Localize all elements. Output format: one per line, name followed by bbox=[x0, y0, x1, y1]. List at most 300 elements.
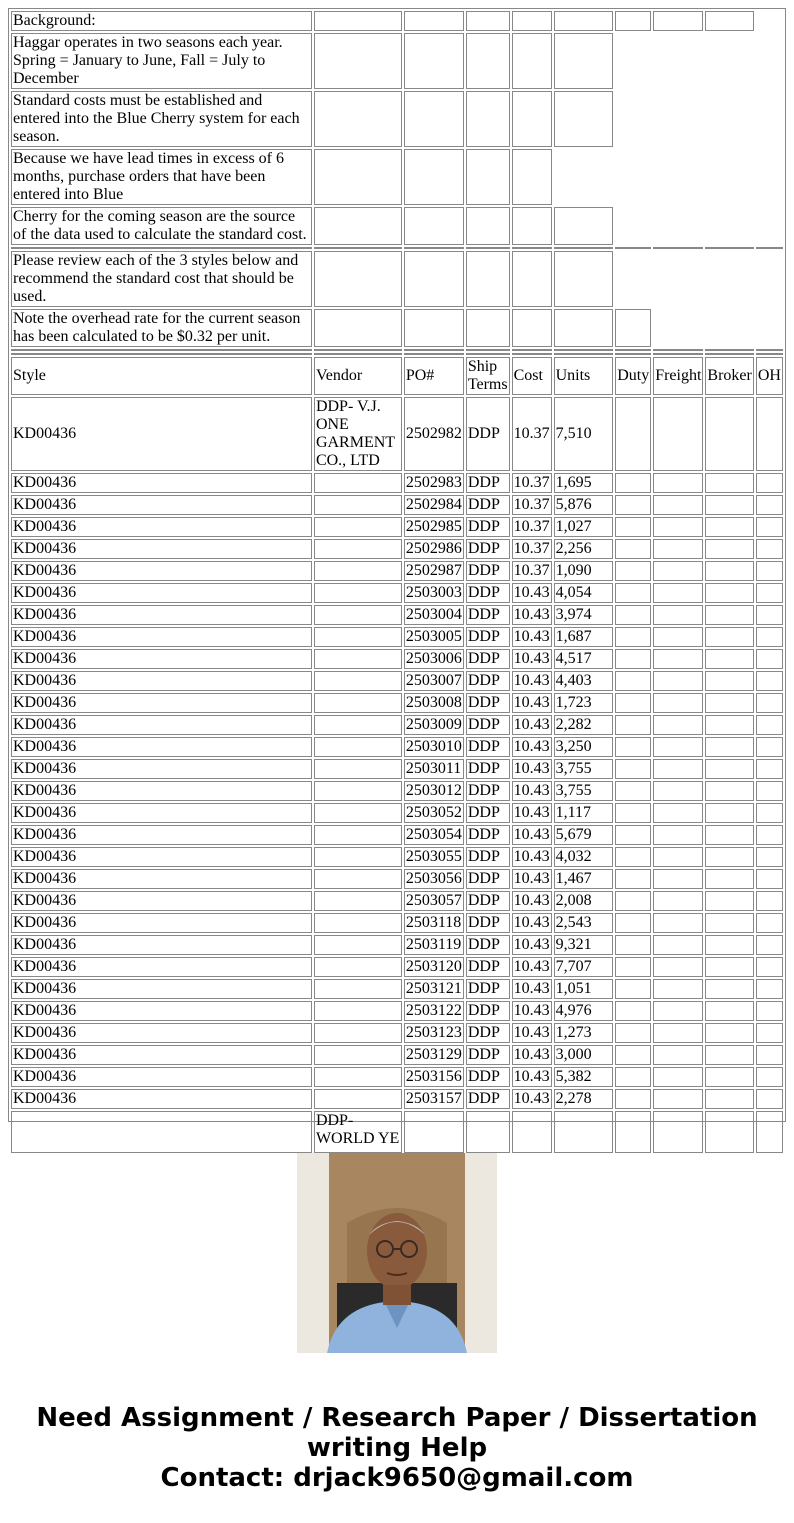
cell-cost: 10.37 bbox=[513, 540, 550, 557]
cell-oh bbox=[756, 781, 783, 801]
cell-units: 1,723 bbox=[554, 693, 614, 713]
col-header-freight: Freight bbox=[653, 357, 703, 395]
cell-freight bbox=[653, 913, 703, 933]
cell-style: KD00436 bbox=[11, 1067, 312, 1087]
cell-cost: 10.37 bbox=[513, 518, 550, 535]
cell-units: 2,543 bbox=[554, 913, 614, 933]
cell-terms: DDP bbox=[466, 1045, 510, 1065]
cell-terms: DDP bbox=[466, 583, 510, 603]
cell-broker bbox=[705, 627, 753, 647]
cell-terms: DDP bbox=[466, 803, 510, 823]
cell-cost: 10.43 bbox=[513, 1046, 550, 1063]
cell-terms bbox=[466, 1111, 510, 1153]
cell-po: 2503006 bbox=[405, 650, 462, 667]
cell-units: 5,876 bbox=[554, 495, 614, 515]
cell-style: KD00436 bbox=[11, 759, 312, 779]
intro-text: Background: bbox=[11, 11, 312, 31]
cell-terms: DDP bbox=[466, 935, 510, 955]
cell-units: 4,032 bbox=[554, 847, 614, 867]
cell-style: KD00436 bbox=[11, 649, 312, 669]
cell-po: 2503123 bbox=[405, 1024, 462, 1041]
col-header-cost: Cost bbox=[512, 357, 552, 395]
cell-terms: DDP bbox=[466, 891, 510, 911]
cell-oh bbox=[756, 825, 783, 845]
cell-duty bbox=[615, 803, 651, 823]
cell-cost: 10.43 bbox=[513, 826, 550, 843]
cell-vendor bbox=[314, 649, 402, 669]
cell-po bbox=[404, 1111, 464, 1153]
col-header-broker: Broker bbox=[705, 357, 753, 395]
table-row bbox=[11, 957, 783, 977]
cell-oh bbox=[756, 957, 783, 977]
cell-vendor bbox=[314, 737, 402, 757]
table-row bbox=[11, 759, 783, 779]
table-row bbox=[11, 473, 783, 493]
cell-cost: 10.43 bbox=[513, 672, 550, 689]
cell-broker bbox=[705, 583, 753, 603]
cell-oh bbox=[756, 891, 783, 911]
cell-units: 1,687 bbox=[554, 627, 614, 647]
cell-units: 4,976 bbox=[554, 1001, 614, 1021]
cell-broker bbox=[705, 715, 753, 735]
cell-units: 1,117 bbox=[554, 803, 614, 823]
cell-cost: 10.37 bbox=[513, 496, 550, 513]
cell-oh bbox=[756, 759, 783, 779]
cell-broker bbox=[705, 957, 753, 977]
table-row bbox=[11, 891, 783, 911]
cell-vendor bbox=[314, 803, 402, 823]
cell-terms: DDP bbox=[466, 693, 510, 713]
cell-style: KD00436 bbox=[11, 539, 312, 559]
cell-units: 2,008 bbox=[554, 891, 614, 911]
cell-units: 3,250 bbox=[554, 737, 614, 757]
cell-style: KD00436 bbox=[11, 671, 312, 691]
cell-style: KD00436 bbox=[11, 935, 312, 955]
cell-broker bbox=[705, 1045, 753, 1065]
cell-po: 2503005 bbox=[405, 628, 462, 645]
cell-cost: 10.43 bbox=[513, 804, 550, 821]
cell-broker bbox=[705, 1001, 753, 1021]
cell-terms: DDP bbox=[466, 517, 510, 537]
promo-line: Need Assignment / Research Paper / Dissertation bbox=[36, 1403, 758, 1433]
cell-broker bbox=[705, 803, 753, 823]
cell-cost: 10.37 bbox=[513, 474, 550, 491]
cell-units: 5,679 bbox=[554, 825, 614, 845]
intro-row bbox=[11, 33, 783, 89]
cell-freight bbox=[653, 781, 703, 801]
cell-duty bbox=[615, 1023, 651, 1043]
cell-vendor bbox=[314, 825, 402, 845]
cell-vendor bbox=[314, 891, 402, 911]
cell-duty bbox=[615, 1111, 651, 1153]
cell-vendor bbox=[314, 847, 402, 867]
cell-duty bbox=[615, 1089, 651, 1109]
intro-text: Haggar operates in two seasons each year. Spring = January to June, Fall = July to December bbox=[11, 33, 312, 89]
spreadsheet-view bbox=[8, 8, 786, 1147]
intro-text: Standard costs must be established and entered into the Blue Cherry system for each season. bbox=[11, 91, 312, 147]
cell-style: KD00436 bbox=[11, 913, 312, 933]
promo-banner bbox=[0, 1403, 794, 1493]
cell-cost: 10.37 bbox=[513, 562, 550, 579]
cell-vendor bbox=[314, 979, 402, 999]
cell-duty bbox=[615, 979, 651, 999]
cell-duty bbox=[615, 891, 651, 911]
cell-style bbox=[11, 1111, 312, 1153]
intro-text: Note the overhead rate for the current season has been calculated to be $0.32 per unit. bbox=[11, 309, 312, 347]
cell-cost: 10.43 bbox=[513, 980, 550, 997]
cell-cost bbox=[512, 1111, 552, 1153]
cell-style: KD00436 bbox=[11, 1045, 312, 1065]
cell-style: KD00436 bbox=[11, 825, 312, 845]
cell-units: 3,755 bbox=[554, 759, 614, 779]
cell-cost: 10.43 bbox=[513, 584, 550, 601]
cell-units: 4,403 bbox=[554, 671, 614, 691]
cell-terms: DDP bbox=[466, 649, 510, 669]
cell-style: KD00436 bbox=[11, 957, 312, 977]
cell-terms: DDP bbox=[466, 397, 510, 471]
intro-text: Because we have lead times in excess of 6 months, purchase orders that have been entered into Blue bbox=[11, 149, 312, 205]
promo-contact: Contact: drjack9650@gmail.com bbox=[160, 1463, 634, 1493]
cost-table bbox=[9, 9, 785, 1155]
cell-freight bbox=[653, 1045, 703, 1065]
cell-style: KD00436 bbox=[11, 869, 312, 889]
cell-cost: 10.43 bbox=[513, 606, 550, 623]
cell-terms: DDP bbox=[466, 737, 510, 757]
table-row bbox=[11, 649, 783, 669]
cell-terms: DDP bbox=[466, 473, 510, 493]
cell-oh bbox=[756, 397, 783, 471]
cell-oh bbox=[756, 473, 783, 493]
cell-oh bbox=[756, 539, 783, 559]
cell-vendor bbox=[314, 1001, 402, 1021]
cell-freight bbox=[653, 1089, 703, 1109]
cell-cost: 10.43 bbox=[513, 870, 550, 887]
cell-vendor: DDP- WORLD YE bbox=[314, 1111, 402, 1153]
cell-freight bbox=[653, 671, 703, 691]
cell-units: 5,382 bbox=[554, 1067, 614, 1087]
table-row bbox=[11, 869, 783, 889]
cell-oh bbox=[756, 649, 783, 669]
table-row bbox=[11, 561, 783, 581]
cell-units: 3,000 bbox=[554, 1045, 614, 1065]
cell-units: 3,974 bbox=[554, 605, 614, 625]
table-row bbox=[11, 583, 783, 603]
cell-units: 3,755 bbox=[554, 781, 614, 801]
cell-vendor bbox=[314, 583, 402, 603]
cell-duty bbox=[615, 1001, 651, 1021]
cell-oh bbox=[756, 1067, 783, 1087]
cell-vendor bbox=[314, 1045, 402, 1065]
table-row bbox=[11, 1067, 783, 1087]
cell-style: KD00436 bbox=[11, 583, 312, 603]
cell-duty bbox=[615, 737, 651, 757]
cell-terms: DDP bbox=[466, 495, 510, 515]
col-header-vendor: Vendor bbox=[314, 357, 402, 395]
cell-cost: 10.43 bbox=[513, 958, 550, 975]
cell-units: 2,278 bbox=[554, 1089, 614, 1109]
cell-broker bbox=[705, 495, 753, 515]
cell-freight bbox=[653, 693, 703, 713]
cell-style: KD00436 bbox=[11, 561, 312, 581]
author-photo bbox=[297, 1153, 497, 1353]
cell-duty bbox=[615, 671, 651, 691]
cell-oh bbox=[756, 847, 783, 867]
cell-style: KD00436 bbox=[11, 693, 312, 713]
col-header-oh: OH bbox=[756, 357, 783, 395]
cell-cost: 10.43 bbox=[513, 782, 550, 799]
cell-broker bbox=[705, 1023, 753, 1043]
intro-row bbox=[11, 251, 783, 307]
cell-units: 1,051 bbox=[554, 979, 614, 999]
cell-po: 2503157 bbox=[405, 1090, 462, 1107]
cell-units: 1,027 bbox=[554, 517, 614, 537]
cell-freight bbox=[653, 539, 703, 559]
cell-freight bbox=[653, 825, 703, 845]
cell-oh bbox=[756, 869, 783, 889]
cell-duty bbox=[615, 539, 651, 559]
cell-po: 2502984 bbox=[405, 496, 462, 513]
cell-units: 2,282 bbox=[554, 715, 614, 735]
cell-po: 2503119 bbox=[404, 935, 464, 955]
cell-duty bbox=[615, 913, 651, 933]
cell-broker bbox=[705, 869, 753, 889]
cell-freight bbox=[653, 957, 703, 977]
cell-po: 2503057 bbox=[405, 892, 462, 909]
table-row bbox=[11, 847, 783, 867]
cell-terms: DDP bbox=[466, 759, 510, 779]
cell-style: KD00436 bbox=[11, 1001, 312, 1021]
cell-duty bbox=[615, 397, 651, 471]
cell-freight bbox=[653, 869, 703, 889]
cell-style: KD00436 bbox=[11, 495, 312, 515]
cell-broker bbox=[705, 891, 753, 911]
cell-units: 9,321 bbox=[554, 935, 614, 955]
cell-duty bbox=[615, 649, 651, 669]
cell-style: KD00436 bbox=[11, 627, 312, 647]
cell-po: 2503156 bbox=[405, 1068, 462, 1085]
table-row bbox=[11, 517, 783, 537]
cell-style: KD00436 bbox=[11, 803, 312, 823]
cell-cost: 10.43 bbox=[513, 628, 550, 645]
cell-terms: DDP bbox=[466, 913, 510, 933]
cell-duty bbox=[615, 1067, 651, 1087]
cell-vendor: DDP- V.J. ONE GARMENT CO., LTD bbox=[314, 397, 402, 471]
cell-oh bbox=[756, 715, 783, 735]
cell-oh bbox=[756, 671, 783, 691]
cell-po: 2503055 bbox=[405, 848, 462, 865]
cell-terms: DDP bbox=[466, 561, 510, 581]
col-header-ship-terms: Ship Terms bbox=[467, 358, 508, 393]
cell-oh bbox=[756, 1111, 783, 1153]
cell-cost: 10.43 bbox=[513, 848, 550, 865]
cell-cost: 10.43 bbox=[513, 1024, 550, 1041]
cell-po: 2503118 bbox=[404, 913, 464, 933]
cell-cost: 10.43 bbox=[513, 1068, 550, 1085]
table-row bbox=[11, 825, 783, 845]
table-row bbox=[11, 397, 783, 471]
cell-duty bbox=[615, 583, 651, 603]
cell-terms: DDP bbox=[466, 1067, 510, 1087]
cell-po: 2503056 bbox=[405, 870, 462, 887]
cell-cost: 10.43 bbox=[513, 694, 550, 711]
cell-oh bbox=[756, 627, 783, 647]
cell-vendor bbox=[314, 715, 402, 735]
cell-broker bbox=[705, 517, 753, 537]
cell-freight bbox=[653, 891, 703, 911]
cell-cost: 10.43 bbox=[513, 760, 550, 777]
table-row bbox=[11, 913, 783, 933]
cell-duty bbox=[615, 935, 651, 955]
cell-freight bbox=[653, 397, 703, 471]
cell-oh bbox=[756, 1045, 783, 1065]
cell-freight bbox=[653, 1001, 703, 1021]
cell-broker bbox=[705, 473, 753, 493]
cell-vendor bbox=[314, 473, 402, 493]
cell-vendor bbox=[314, 957, 402, 977]
table-row bbox=[11, 627, 783, 647]
cell-units: 1,090 bbox=[554, 561, 614, 581]
cell-terms: DDP bbox=[466, 869, 510, 889]
cell-po: 2503010 bbox=[405, 738, 462, 755]
cell-terms: DDP bbox=[466, 781, 510, 801]
cell-freight bbox=[653, 803, 703, 823]
cell-broker bbox=[705, 759, 753, 779]
cell-oh bbox=[756, 935, 783, 955]
cell-cost: 10.43 bbox=[513, 716, 550, 733]
cell-freight bbox=[653, 517, 703, 537]
table-row bbox=[11, 781, 783, 801]
cell-po: 2503120 bbox=[405, 958, 462, 975]
cell-vendor bbox=[314, 1089, 402, 1109]
cell-po: 2502985 bbox=[405, 518, 462, 535]
intro-row bbox=[11, 207, 783, 245]
cell-vendor bbox=[314, 627, 402, 647]
cell-po: 2503011 bbox=[404, 759, 464, 779]
cell-freight bbox=[653, 1023, 703, 1043]
cell-vendor bbox=[314, 693, 402, 713]
cell-style: KD00436 bbox=[11, 979, 312, 999]
cell-vendor bbox=[314, 1067, 402, 1087]
cell-terms: DDP bbox=[466, 1023, 510, 1043]
cell-cost: 10.43 bbox=[513, 892, 550, 909]
cell-freight bbox=[653, 627, 703, 647]
cell-units: 1,695 bbox=[554, 473, 614, 493]
cell-style: KD00436 bbox=[11, 473, 312, 493]
cell-duty bbox=[615, 869, 651, 889]
cell-vendor bbox=[314, 495, 402, 515]
cell-broker bbox=[705, 1067, 753, 1087]
table-row bbox=[11, 737, 783, 757]
cell-terms: DDP bbox=[466, 715, 510, 735]
cell-vendor bbox=[314, 759, 402, 779]
cell-oh bbox=[756, 737, 783, 757]
cell-broker bbox=[705, 1089, 753, 1109]
cell-style: KD00436 bbox=[11, 605, 312, 625]
cell-terms: DDP bbox=[466, 671, 510, 691]
intro-text: Cherry for the coming season are the source of the data used to calculate the standard cost. bbox=[11, 207, 312, 245]
cell-duty bbox=[615, 957, 651, 977]
cell-oh bbox=[756, 495, 783, 515]
cell-vendor bbox=[314, 869, 402, 889]
cell-po: 2503054 bbox=[405, 826, 462, 843]
cell-units: 1,467 bbox=[554, 869, 614, 889]
table-row bbox=[11, 693, 783, 713]
cell-style: KD00436 bbox=[11, 715, 312, 735]
cell-terms: DDP bbox=[466, 825, 510, 845]
cell-terms: DDP bbox=[466, 539, 510, 559]
cell-po: 2503009 bbox=[405, 716, 462, 733]
intro-row bbox=[11, 91, 783, 147]
table-row bbox=[11, 671, 783, 691]
cell-cost: 10.37 bbox=[512, 397, 552, 471]
cell-broker bbox=[705, 671, 753, 691]
table-row bbox=[11, 803, 783, 823]
cell-oh bbox=[756, 1023, 783, 1043]
col-header-duty: Duty bbox=[615, 357, 651, 395]
cell-terms: DDP bbox=[466, 627, 510, 647]
cell-po: 2503003 bbox=[405, 584, 462, 601]
header-row bbox=[11, 357, 783, 395]
cell-oh bbox=[756, 979, 783, 999]
cell-vendor bbox=[314, 605, 402, 625]
cell-po: 2503122 bbox=[405, 1002, 462, 1019]
cell-units: 2,256 bbox=[554, 539, 614, 559]
intro-row bbox=[11, 309, 783, 347]
cell-po: 2503008 bbox=[405, 694, 462, 711]
cell-po: 2503121 bbox=[405, 980, 462, 997]
cell-duty bbox=[615, 627, 651, 647]
cell-po: 2502982 bbox=[404, 397, 464, 471]
cell-oh bbox=[756, 1089, 783, 1109]
cell-terms: DDP bbox=[466, 979, 510, 999]
cell-broker bbox=[705, 935, 753, 955]
promo-line: writing Help bbox=[306, 1433, 488, 1463]
cell-terms: DDP bbox=[466, 1001, 510, 1021]
cell-units: 7,707 bbox=[554, 957, 614, 977]
table-row bbox=[11, 605, 783, 625]
cell-freight bbox=[653, 737, 703, 757]
cell-po: 2502986 bbox=[405, 540, 462, 557]
cell-freight bbox=[653, 473, 703, 493]
cell-po: 2503004 bbox=[405, 606, 462, 623]
cell-oh bbox=[756, 1001, 783, 1021]
cell-po: 2502983 bbox=[405, 474, 462, 491]
cell-vendor bbox=[314, 935, 402, 955]
cell-po: 2503129 bbox=[405, 1046, 462, 1063]
intro-text: Please review each of the 3 styles below and recommend the standard cost that should be used. bbox=[11, 251, 312, 307]
cell-oh bbox=[756, 517, 783, 537]
cell-duty bbox=[615, 847, 651, 867]
cell-units: 4,054 bbox=[554, 583, 614, 603]
cell-oh bbox=[756, 803, 783, 823]
cell-freight bbox=[653, 847, 703, 867]
cell-duty bbox=[615, 693, 651, 713]
cell-duty bbox=[615, 715, 651, 735]
cell-broker bbox=[705, 649, 753, 669]
cell-freight bbox=[653, 561, 703, 581]
cell-broker bbox=[705, 693, 753, 713]
cell-oh bbox=[756, 913, 783, 933]
cell-style: KD00436 bbox=[11, 891, 312, 911]
cell-vendor bbox=[314, 913, 402, 933]
cell-units: 4,517 bbox=[554, 649, 614, 669]
table-row bbox=[11, 1111, 783, 1153]
cell-freight bbox=[653, 495, 703, 515]
cell-units: 7,510 bbox=[554, 397, 614, 471]
table-row bbox=[11, 495, 783, 515]
cell-broker bbox=[705, 847, 753, 867]
cell-freight bbox=[653, 605, 703, 625]
